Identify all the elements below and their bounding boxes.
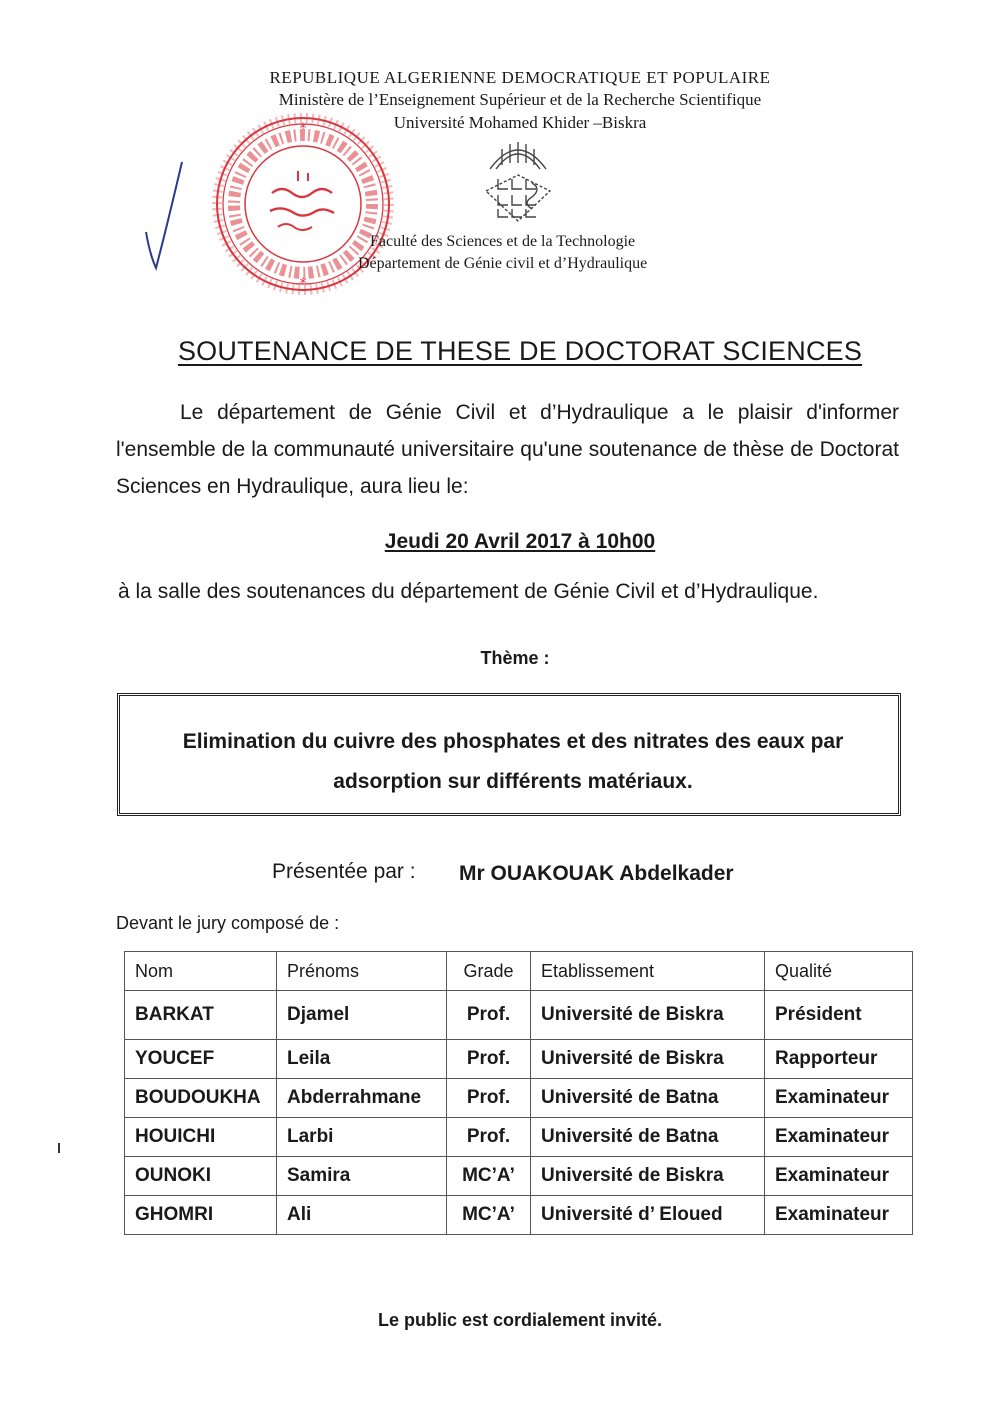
faculty-heading: Faculté des Sciences et de la Technologie [370, 233, 636, 250]
jury-qualite: Examinateur [765, 1079, 913, 1118]
jury-prenom: Leila [277, 1040, 447, 1079]
jury-qualite: Rapporteur [765, 1040, 913, 1079]
jury-prenom: Djamel [277, 991, 447, 1040]
jury-nom: HOUICHI [125, 1118, 277, 1157]
svg-text:*: * [299, 276, 307, 292]
table-row [125, 1040, 913, 1079]
jury-grade: MC’A’ [447, 1157, 531, 1196]
jury-nom: YOUCEF [125, 1040, 277, 1079]
university-logo-icon [482, 135, 554, 227]
defense-date: Jeudi 20 Avril 2017 à 10h00 [384, 530, 656, 553]
jury-nom: BARKAT [125, 991, 277, 1040]
page-title: SOUTENANCE DE THESE DE DOCTORAT SCIENCES [177, 336, 863, 366]
jury-label: Devant le jury composé de : [116, 913, 340, 933]
jury-grade: Prof. [447, 991, 531, 1040]
jury-header-row [125, 952, 913, 991]
intro-paragraph: Le département de Génie Civil et d’Hydraulique a le plaisir d'informer l'ensemble de la communauté universitaire qu'une soutenance de thèse de Doctorat Sciences en Hydraulique, aura lieu le: [116, 401, 899, 498]
column-header-qualite: Qualité [765, 952, 913, 991]
jury-qualite: Président [765, 991, 913, 1040]
jury-table [124, 951, 913, 1235]
table-row [125, 1118, 913, 1157]
jury-grade: Prof. [447, 1079, 531, 1118]
table-row [125, 1079, 913, 1118]
table-row [125, 1196, 913, 1235]
presenter-label: Présentée par : [272, 860, 416, 883]
footer-invitation: Le public est cordialement invité. [377, 1310, 663, 1330]
jury-etablissement: Université de Biskra [531, 991, 765, 1040]
table-row [125, 1157, 913, 1196]
department-heading: Département de Génie civil et d’Hydraulique [358, 255, 648, 272]
jury-nom: OUNOKI [125, 1157, 277, 1196]
jury-prenom: Ali [277, 1196, 447, 1235]
defense-location: à la salle des soutenances du département de Génie Civil et d’Hydraulique. [118, 580, 819, 603]
jury-qualite: Examinateur [765, 1196, 913, 1235]
theme-title: Elimination du cuivre des phosphates et des nitrates des eaux par adsorption sur différents matériaux. [182, 730, 844, 793]
jury-prenom: Samira [277, 1157, 447, 1196]
ministry-heading: Ministère de l’Enseignement Supérieur et de la Recherche Scientifique [278, 90, 762, 109]
jury-grade: Prof. [447, 1040, 531, 1079]
jury-qualite: Examinateur [765, 1157, 913, 1196]
table-row [125, 991, 913, 1040]
theme-label: Thème : [480, 648, 550, 668]
jury-etablissement: Université de Batna [531, 1079, 765, 1118]
jury-etablissement: Université de Biskra [531, 1157, 765, 1196]
jury-etablissement: Université de Batna [531, 1118, 765, 1157]
check-mark-icon [140, 160, 190, 275]
jury-nom: BOUDOUKHA [125, 1079, 277, 1118]
jury-prenom: Larbi [277, 1118, 447, 1157]
svg-text:*: * [299, 121, 307, 137]
jury-prenom: Abderrahmane [277, 1079, 447, 1118]
jury-qualite: Examinateur [765, 1118, 913, 1157]
republic-heading: REPUBLIQUE ALGERIENNE DEMOCRATIQUE ET POPULAIRE [269, 68, 771, 87]
column-header-grade: Grade [447, 952, 531, 991]
column-header-etablissement: Etablissement [531, 952, 765, 991]
jury-etablissement: Université de Biskra [531, 1040, 765, 1079]
jury-etablissement: Université d’ Eloued [531, 1196, 765, 1235]
jury-nom: GHOMRI [125, 1196, 277, 1235]
scan-mark [58, 1143, 60, 1153]
presenter-name: Mr OUAKOUAK Abdelkader [459, 862, 734, 885]
jury-grade: Prof. [447, 1118, 531, 1157]
column-header-nom: Nom [125, 952, 277, 991]
jury-grade: MC’A’ [447, 1196, 531, 1235]
column-header-prenoms: Prénoms [277, 952, 447, 991]
university-heading: Université Mohamed Khider –Biskra [393, 113, 647, 132]
